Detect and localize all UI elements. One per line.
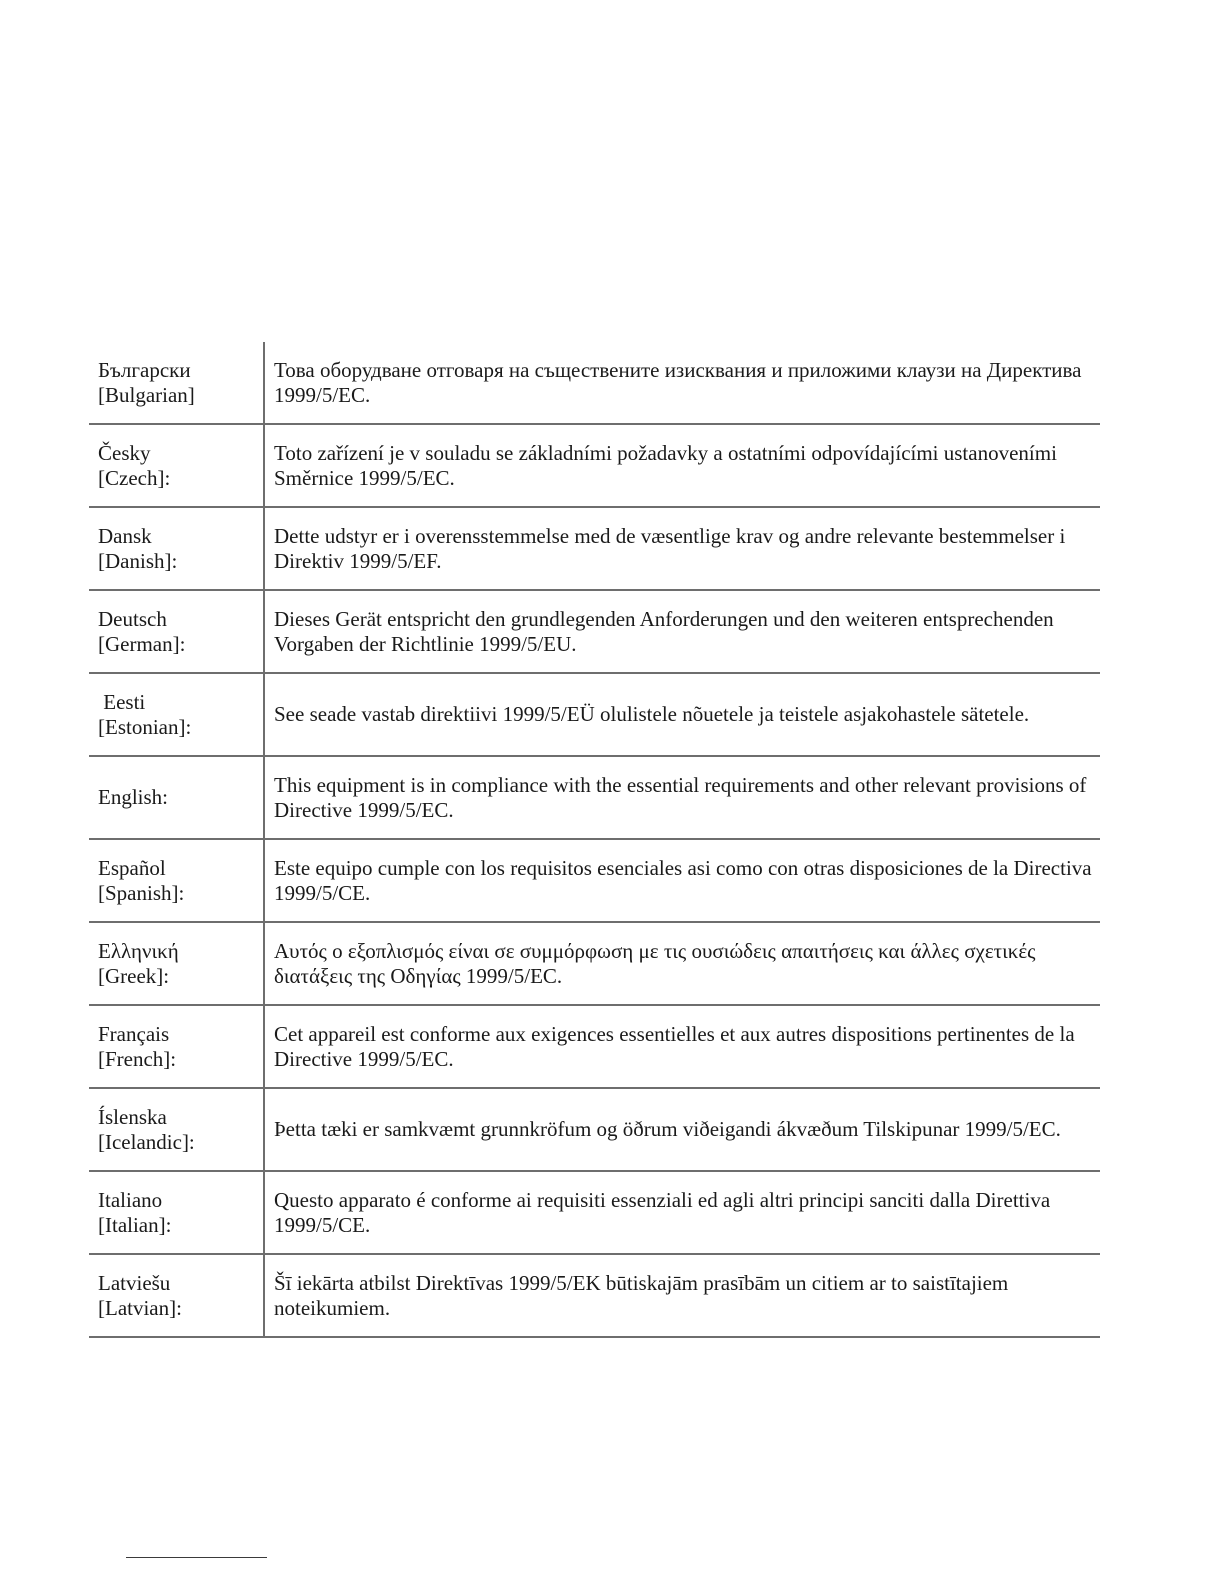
language-english-name: [Latvian]: <box>98 1295 182 1320</box>
language-english-name: [Italian]: <box>98 1212 172 1237</box>
language-name: Italiano <box>98 1187 163 1212</box>
compliance-statement: Dette udstyr er i overensstemmelse med de væsentlige krav og andre relevante bestemmelser i Direktiv 1999/5/EF. <box>274 523 1066 573</box>
compliance-statement: Þetta tæki er samkvæmt grunnkröfum og öðrum viðeigandi ákvæðum Tilskipunar 1999/5/EC. <box>274 1117 1061 1141</box>
language-name: Ελληνική <box>98 938 179 963</box>
table-row <box>89 1255 1100 1338</box>
statement-cell <box>265 425 1100 506</box>
language-cell <box>89 757 265 838</box>
language-cell <box>89 508 265 589</box>
statement-cell <box>265 674 1100 755</box>
language-cell <box>89 591 265 672</box>
language-english-name: [Bulgarian] <box>98 382 195 407</box>
language-english-name: [Estonian]: <box>98 714 192 739</box>
language-name: Eesti <box>98 689 146 714</box>
compliance-statement: Cet appareil est conforme aux exigences essentielles et aux autres dispositions pertinentes de la Directive 1999/5/EC. <box>274 1021 1075 1071</box>
language-english-name: [French]: <box>98 1046 177 1071</box>
language-english-name: [Icelandic]: <box>98 1129 195 1154</box>
language-name: Česky <box>98 440 151 465</box>
footnote-divider <box>126 1557 267 1558</box>
compliance-statement: Dieses Gerät entspricht den grundlegenden Anforderungen und den weiteren entsprechenden Vorgaben der Richtlinie 1999/5/EU. <box>274 606 1054 656</box>
table-row <box>89 508 1100 591</box>
statement-cell <box>265 923 1100 1004</box>
compliance-statement: See seade vastab direktiivi 1999/5/EÜ olulistele nõuetele ja teistele asjakohastele sätetele. <box>274 702 1030 726</box>
language-english-name: [German]: <box>98 631 186 656</box>
statement-cell <box>265 757 1100 838</box>
compliance-statement: Šī iekārta atbilst Direktīvas 1999/5/EK būtiskajām prasībām un citiem ar to saistītajiem noteikumiem. <box>274 1270 1009 1320</box>
language-name: Dansk <box>98 523 152 548</box>
compliance-statement: This equipment is in compliance with the essential requirements and other relevant provisions of Directive 1999/5/EC. <box>274 772 1087 822</box>
table-row <box>89 342 1100 425</box>
statement-cell <box>265 1006 1100 1087</box>
statement-cell <box>265 1255 1100 1336</box>
language-english-name: [Danish]: <box>98 548 178 573</box>
statement-cell <box>265 840 1100 921</box>
compliance-statement: Este equipo cumple con los requisitos esenciales asi como con otras disposiciones de la Directiva 1999/5/CE. <box>274 855 1092 905</box>
language-cell <box>89 840 265 921</box>
table-row <box>89 757 1100 840</box>
statement-cell <box>265 1089 1100 1170</box>
statement-cell <box>265 508 1100 589</box>
table-row <box>89 1006 1100 1089</box>
language-cell <box>89 1006 265 1087</box>
language-english-name: [Czech]: <box>98 465 171 490</box>
language-english-name: [Greek]: <box>98 963 170 988</box>
compliance-statement: Αυτός ο εξοπλισμός είναι σε συμμόρφωση με τις ουσιώδεις απαιτήσεις και άλλες σχετικές διατάξεις της Οδηγίας 1999/5/EC. <box>274 938 1036 988</box>
table-row <box>89 923 1100 1006</box>
table-row <box>89 674 1100 757</box>
language-name: Latviešu <box>98 1270 171 1295</box>
language-name: English: <box>98 785 169 809</box>
language-cell <box>89 342 265 423</box>
compliance-statement: Toto zařízení je v souladu se základními požadavky a ostatními odpovídajícími ustanoveními Směrnice 1999/5/EC. <box>274 440 1057 490</box>
statement-cell <box>265 342 1100 423</box>
language-cell <box>89 1172 265 1253</box>
language-cell <box>89 1255 265 1336</box>
table-row <box>89 1172 1100 1255</box>
table-row <box>89 425 1100 508</box>
language-name: Български <box>98 357 191 382</box>
language-name: Español <box>98 855 166 880</box>
table-row <box>89 1089 1100 1172</box>
language-name: Français <box>98 1021 170 1046</box>
language-cell <box>89 674 265 755</box>
language-cell <box>89 923 265 1004</box>
compliance-table <box>89 342 1100 1338</box>
statement-cell <box>265 591 1100 672</box>
language-cell <box>89 1089 265 1170</box>
language-name: Íslenska <box>98 1104 167 1129</box>
language-cell <box>89 425 265 506</box>
language-english-name: [Spanish]: <box>98 880 185 905</box>
table-row <box>89 591 1100 674</box>
language-name: Deutsch <box>98 606 167 631</box>
compliance-statement: Това оборудване отговаря на съществените изисквания и приложими клаузи на Директива 1999/5/EC. <box>274 357 1082 407</box>
compliance-statement: Questo apparato é conforme ai requisiti essenziali ed agli altri principi sanciti dalla Direttiva 1999/5/CE. <box>274 1187 1051 1237</box>
statement-cell <box>265 1172 1100 1253</box>
table-row <box>89 840 1100 923</box>
